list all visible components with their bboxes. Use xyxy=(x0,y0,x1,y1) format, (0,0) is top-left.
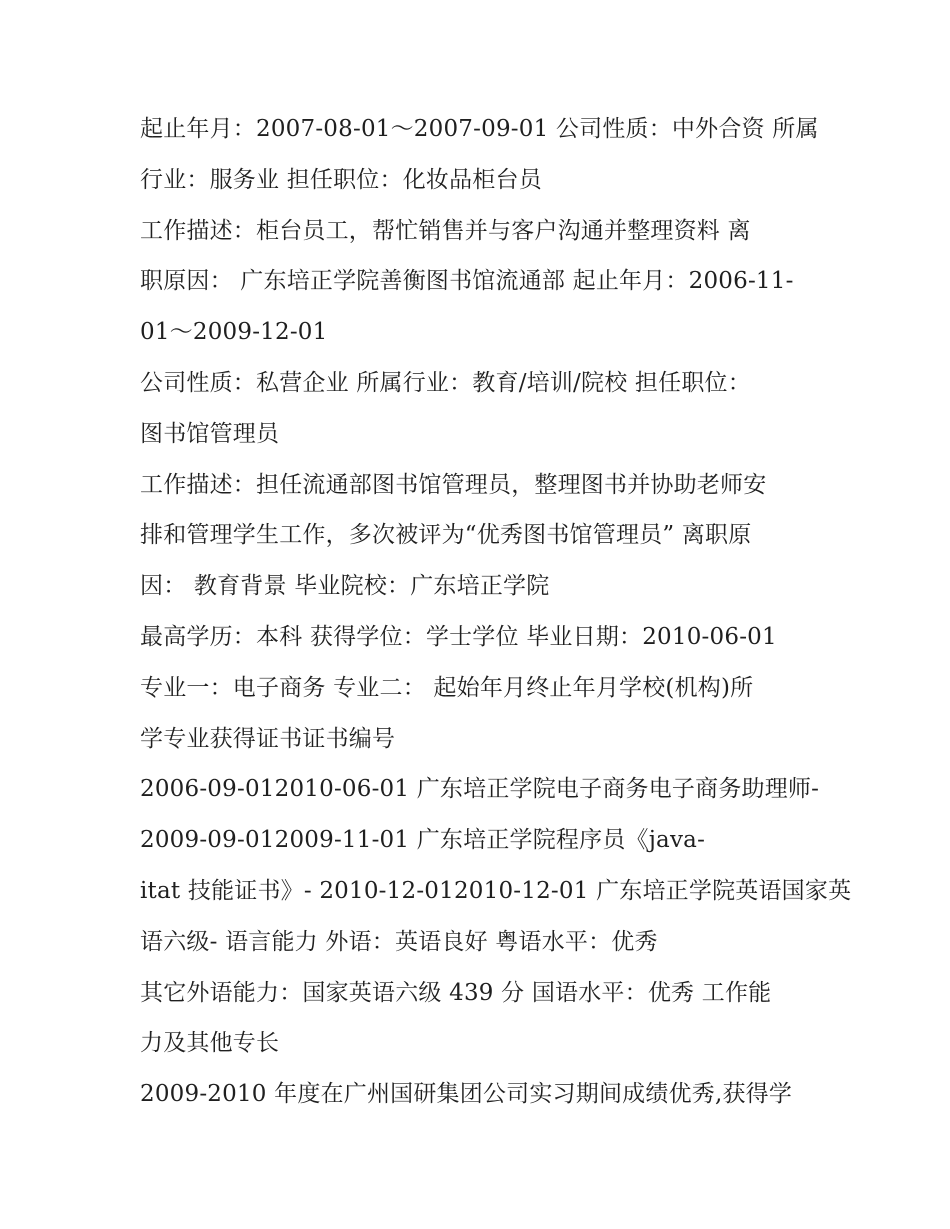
text-line: 工作描述：柜台员工，帮忙销售并与客户沟通并整理资料 离 xyxy=(140,217,751,244)
text-line: 学专业获得证书证书编号 xyxy=(140,725,396,752)
text-line: 图书馆管理员 xyxy=(140,420,280,447)
text-line: 职原因： 广东培正学院善衡图书馆流通部 起止年月：2006-11- xyxy=(140,268,794,295)
text-line: 2006-09-012010-06-01 广东培正学院电子商务电子商务助理师- xyxy=(140,776,820,803)
text-line: 起止年月：2007-08-01～2007-09-01 公司性质：中外合资 所属 xyxy=(140,116,819,142)
text-line: 工作描述：担任流通部图书馆管理员，整理图书并协助老师安 xyxy=(140,471,767,498)
text-line: 行业：服务业 担任职位：化妆品柜台员 xyxy=(140,166,542,193)
text-line: 最高学历：本科 获得学位：学士学位 毕业日期：2010-06-01 xyxy=(140,623,777,650)
text-line: 排和管理学生工作，多次被评为“优秀图书馆管理员” 离职原 xyxy=(140,522,752,549)
text-line: 2009-09-012009-11-01 广东培正学院程序员《java- xyxy=(140,827,706,854)
text-line: 2009-2010 年度在广州国研集团公司实习期间成绩优秀,获得学 xyxy=(140,1081,793,1108)
text-line: 力及其他专长 xyxy=(140,1030,280,1057)
text-line: 语六级- 语言能力 外语：英语良好 粤语水平：优秀 xyxy=(140,928,658,955)
text-line: 因： 教育背景 毕业院校：广东培正学院 xyxy=(140,573,550,600)
text-line: 公司性质：私营企业 所属行业：教育/培训/院校 担任职位： xyxy=(140,369,751,396)
text-line: 其它外语能力：国家英语六级 439 分 国语水平：优秀 工作能 xyxy=(140,979,772,1006)
text-line: itat 技能证书》- 2010-12-012010-12-01 广东培正学院英语国家英 xyxy=(140,877,852,904)
text-line: 01～2009-12-01 xyxy=(140,319,328,346)
resume-text-block xyxy=(140,104,852,1120)
text-line: 专业一：电子商务 专业二： 起始年月终止年月学校(机构)所 xyxy=(140,674,754,701)
